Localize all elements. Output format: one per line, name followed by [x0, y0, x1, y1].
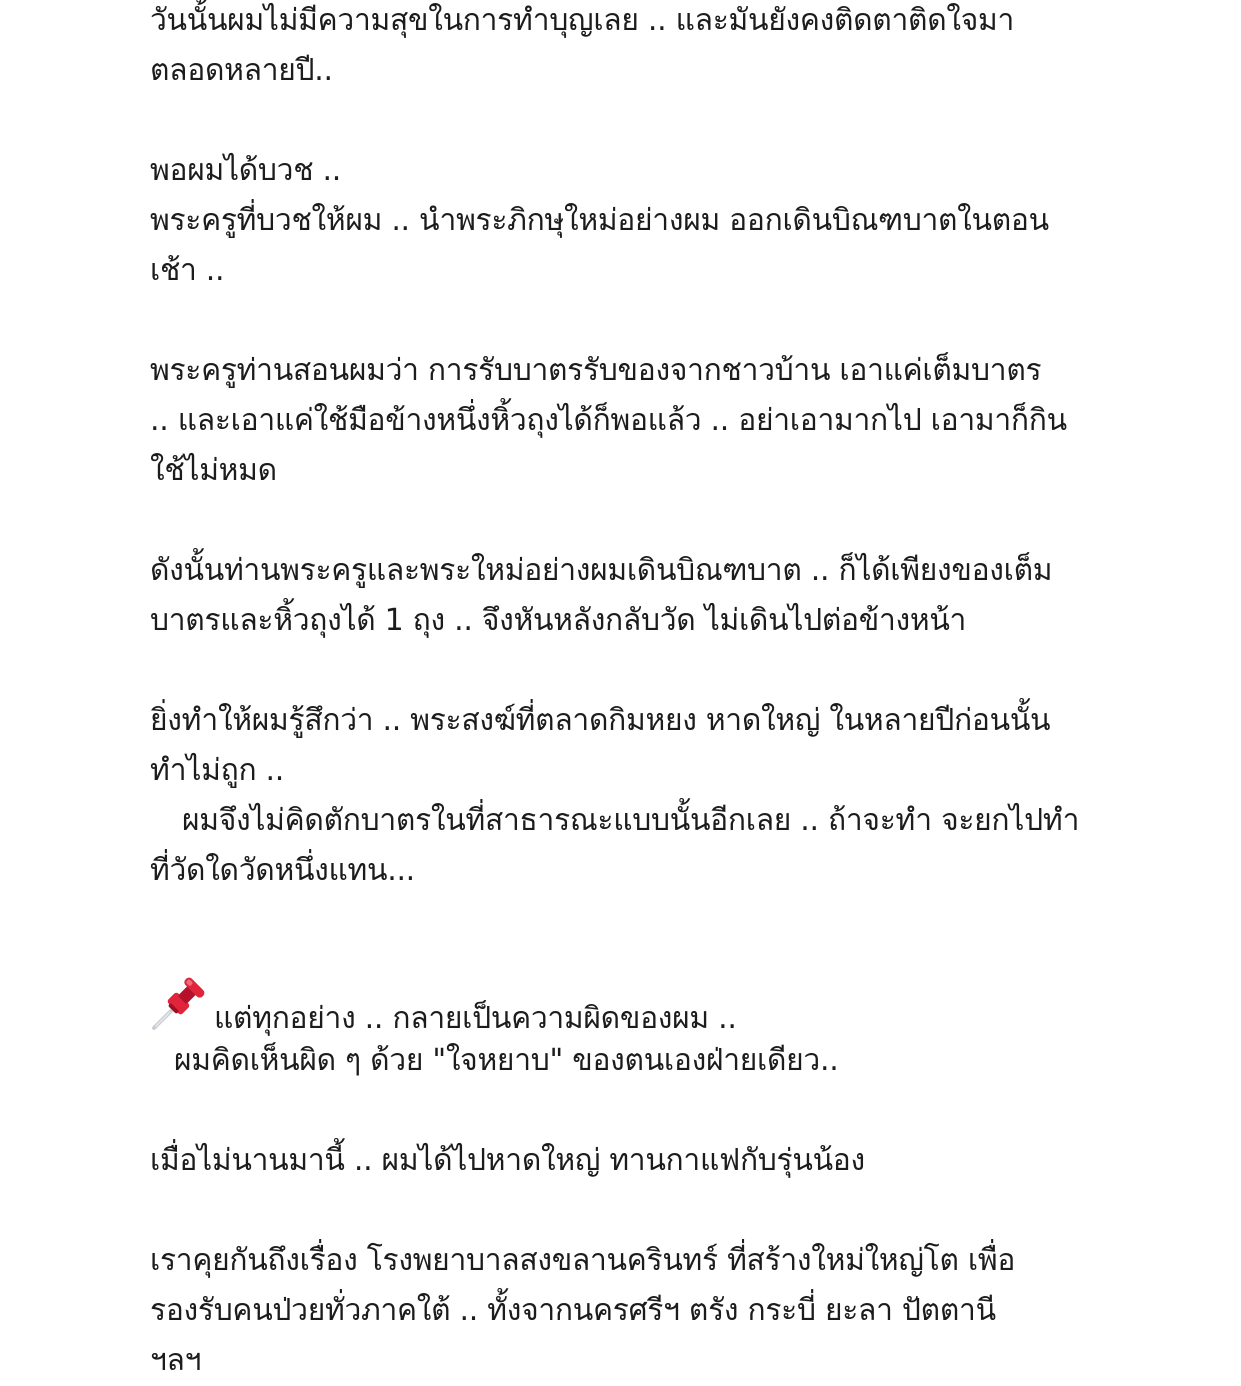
text-line: ดังนั้นท่านพระครูและพระใหม่อย่างผมเดินบิณฑบาต .. ก็ได้เพียงของเต็ม: [150, 553, 1053, 588]
text-line: วันนั้นผมไม่มีความสุขในการทำบุญเลย .. และมันยังคงติดตาติดใจมา: [150, 3, 1015, 38]
text-line: .. และเอาแค่ใช้มือข้างหนึ่งหิ้วถุงได้ก็พอแล้ว .. อย่าเอามากไป เอามาก็กิน: [150, 403, 1067, 438]
paragraph-spacer: [150, 296, 1095, 346]
text-line: ทำไม่ถูก ..: [150, 753, 285, 788]
text-line: แต่ทุกอย่าง .. กลายเป็นความผิดของผม ..: [214, 1001, 737, 1036]
text-line: พอผมได้บวช ..: [150, 153, 341, 188]
text-line: ผมจึงไม่คิดตักบาตรในที่สาธารณะแบบนั้นอีกเลย .. ถ้าจะทำ จะยกไปทำ: [182, 803, 1080, 838]
text-line: พระครูท่านสอนผมว่า การรับบาตรรับของจากชาวบ้าน เอาแค่เต็มบาตร: [150, 353, 1042, 388]
text-line: ผมคิดเห็นผิด ๆ ด้วย "ใจหยาบ" ของตนเองฝ่ายเดียว..: [174, 1043, 839, 1078]
paragraph-spacer: [150, 1086, 1095, 1136]
paragraph-spacer: [150, 646, 1095, 696]
article-body: [150, 0, 1095, 1386]
pushpin-icon: [150, 976, 206, 1032]
paragraph-spacer: [150, 96, 1095, 146]
text-line: เราคุยกันถึงเรื่อง โรงพยาบาลสงขลานครินทร์ ที่สร้างใหม่ใหญ่โต เพื่อ: [150, 1243, 1016, 1278]
text-line: เมื่อไม่นานมานี้ .. ผมได้ไปหาดใหญ่ ทานกาแฟกับรุ่นน้อง: [150, 1143, 865, 1178]
text-line: บาตรและหิ้วถุงได้ 1 ถุง .. จึงหันหลังกลับวัด ไม่เดินไปต่อข้างหน้า: [150, 603, 967, 638]
pinned-note: [150, 966, 1095, 1036]
text-line: ตลอดหลายปี..: [150, 53, 333, 88]
text-line: ฯลฯ: [150, 1343, 202, 1378]
text-line: เช้า ..: [150, 253, 225, 288]
text-line: พระครูที่บวชให้ผม .. นำพระภิกษุใหม่อย่างผม ออกเดินบิณฑบาตในตอน: [150, 203, 1049, 238]
paragraph-spacer: [150, 1186, 1095, 1236]
text-line: ใช้ไม่หมด: [150, 453, 277, 488]
paragraph-spacer: [150, 896, 1095, 966]
paragraph-spacer: [150, 496, 1095, 546]
text-line: รองรับคนป่วยทั่วภาคใต้ .. ทั้งจากนครศรีฯ ตรัง กระบี่ ยะลา ปัตตานี: [150, 1293, 996, 1328]
text-line: ที่วัดใดวัดหนึ่งแทน...: [150, 853, 415, 888]
text-line: ยิ่งทำให้ผมรู้สึกว่า .. พระสงฆ์ที่ตลาดกิมหยง หาดใหญ่ ในหลายปีก่อนนั้น: [150, 703, 1051, 738]
